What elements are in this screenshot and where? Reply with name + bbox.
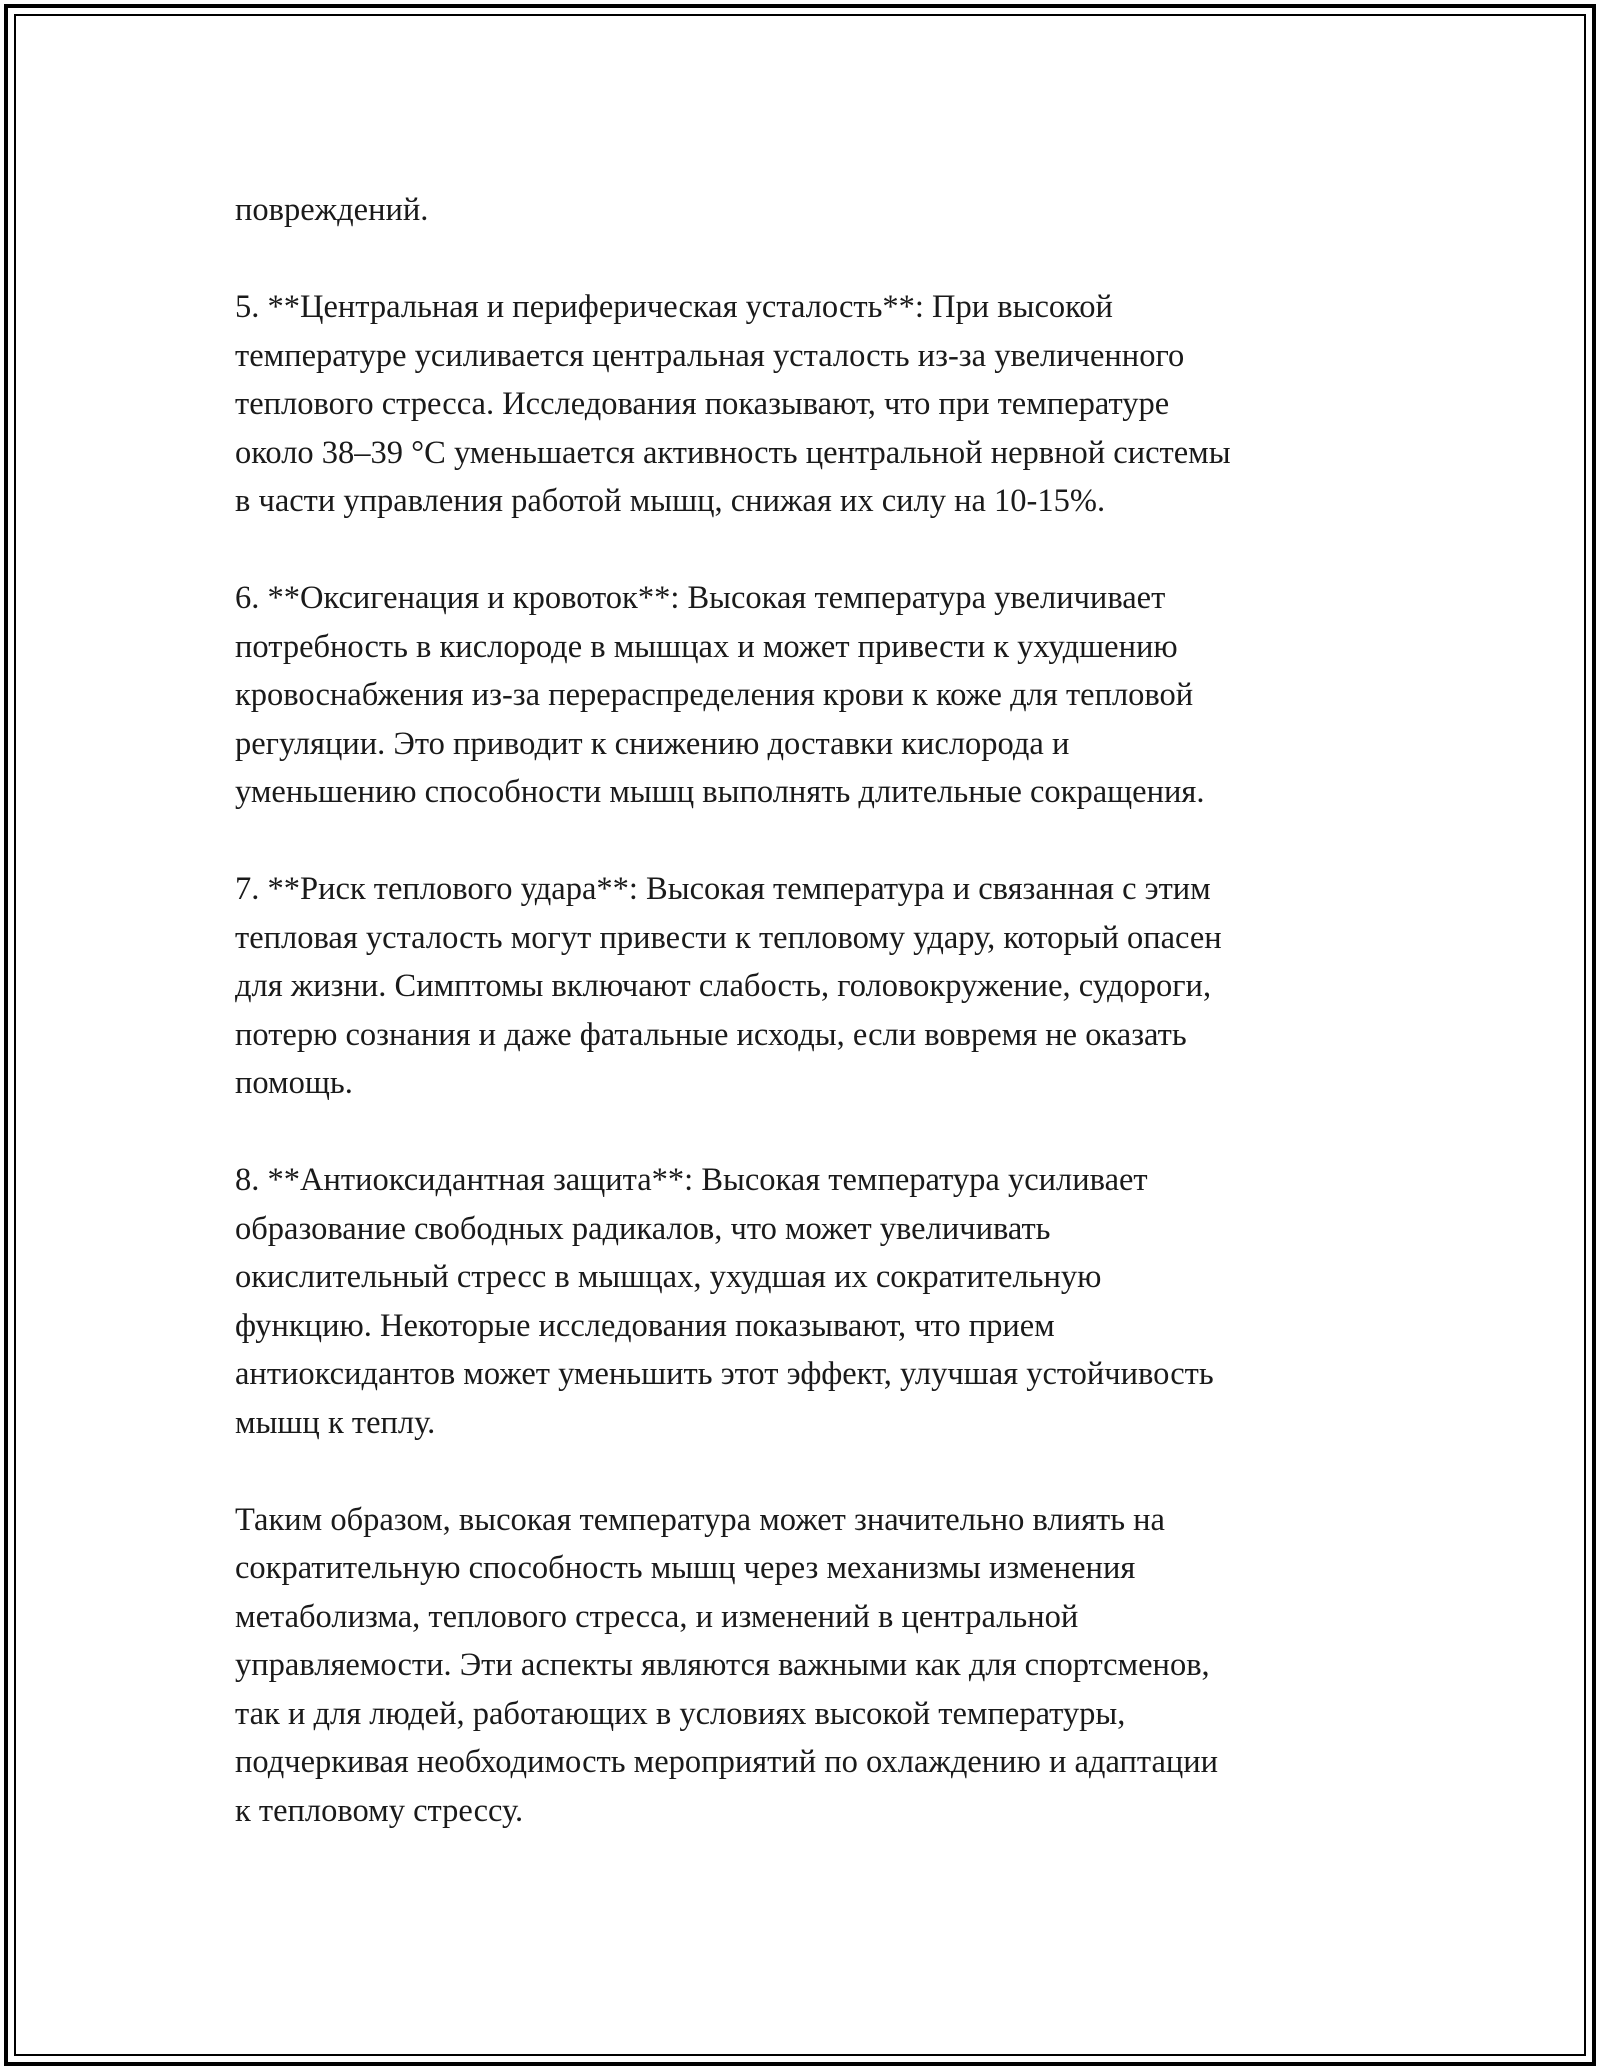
paragraph-heatstroke-risk: 7. **Риск теплового удара**: Высокая температура и связанная с этим тепловая усталость могут привести к тепловому удару, который опасен для жизни. Симптомы включают слабость, головокружение, судороги, потерю сознания и даже фатальные исходы, если вовремя не оказать помощь. <box>235 871 1222 1101</box>
document-body <box>235 186 1375 1884</box>
paragraph-continuation: повреждений. <box>235 192 429 228</box>
paragraph-conclusion: Таким образом, высокая температура может значительно влиять на сократительную способность мышц через механизмы изменения метаболизма, теплового стресса, и изменений в центральной управляемости. Эти аспекты являются важными как для спортсменов, так и для людей, работающих в условиях высокой температуры, подчеркивая необходимость мероприятий по охлаждению и адаптации к тепловому стрессу. <box>235 1501 1219 1829</box>
paragraph-oxygenation-blood-flow: 6. **Оксигенация и кровоток**: Высокая температура увеличивает потребность в кислороде в мышцах и может привести к ухудшению кровоснабжения из-за перераспределения крови к коже для тепловой регуляции. Это приводит к снижению доставки кислорода и уменьшению способности мышц выполнять длительные сокращения. <box>235 580 1205 810</box>
paragraph-central-peripheral-fatigue: 5. **Центральная и периферическая усталость**: При высокой температуре усиливается центральная усталость из-за увеличенного теплового стресса. Исследования показывают, что при температуре около 38–39 °C уменьшается активность центральной нервной системы в части управления работой мышц, снижая их силу на 10-15%. <box>235 289 1231 519</box>
paragraph-antioxidant-protection: 8. **Антиоксидантная защита**: Высокая температура усиливает образование свободных радикалов, что может увеличивать окислительный стресс в мышцах, ухудшая их сократительную функцию. Некоторые исследования показывают, что прием антиоксидантов может уменьшить этот эффект, улучшая устойчивость мышц к теплу. <box>235 1162 1214 1441</box>
